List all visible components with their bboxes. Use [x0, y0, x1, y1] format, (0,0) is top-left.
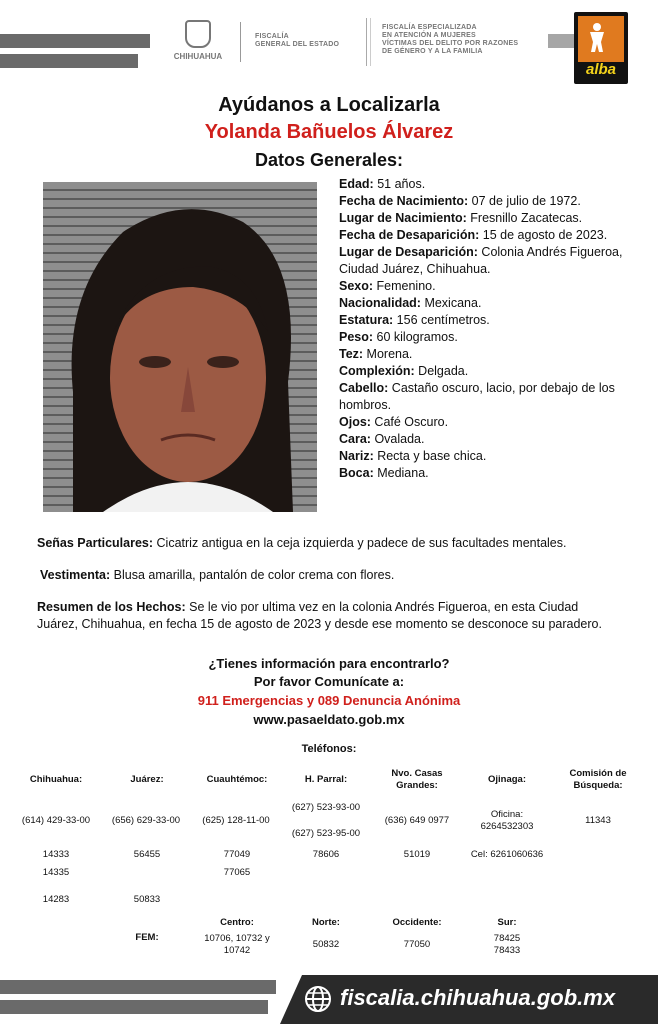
phone-value: 78606	[312, 849, 340, 860]
phone-header: H. Parral:	[304, 774, 348, 785]
field-row: Nacionalidad: Mexicana.	[339, 296, 482, 310]
field-row: Fecha de Nacimiento: 07 de julio de 1972.	[339, 194, 581, 208]
field-row: Nariz: Recta y base chica.	[339, 449, 487, 463]
phone-value: 56455	[133, 849, 161, 860]
phone-value: 78425	[493, 933, 521, 944]
phone-header: Sur:	[497, 917, 517, 928]
resumen-hechos: Resumen de los Hechos: Se le vio por ultima vez en la colonia Andrés Figueroa, en esta Ciudad Juárez, Chihuahua, en fecha 15 de agosto de 2023 y desde ese momento se desconoce su paradero.	[37, 600, 602, 631]
field-row: Peso: 60 kilogramos.	[339, 330, 458, 344]
phone-header: Comisión de Búsqueda:	[569, 768, 627, 791]
contact-question: ¿Tienes información para encontrarlo?	[208, 656, 450, 671]
field-row: Lugar de Nacimiento: Fresnillo Zacatecas.	[339, 211, 583, 225]
contact-please: Por favor Comunícate a:	[253, 674, 405, 689]
phone-header: Nvo. Casas Grandes:	[391, 768, 443, 791]
general-data-list	[339, 176, 629, 482]
field-row: Estatura: 156 centímetros.	[339, 313, 490, 327]
phone-value: Cel: 6261060636	[470, 849, 544, 860]
field-row: Boca: Mediana.	[339, 466, 429, 480]
field-row: Ojos: Café Oscuro.	[339, 415, 449, 429]
field-row: Complexión: Delgada.	[339, 364, 469, 378]
footer-url[interactable]: fiscalia.chihuahua.gob.mx	[340, 985, 616, 1010]
field-row: Sexo: Femenino.	[339, 279, 436, 293]
emergency-numbers: 911 Emergencias y 089 Denuncia Anónima	[197, 693, 461, 708]
phone-header: Centro:	[220, 917, 254, 928]
phone-value: 50833	[133, 894, 161, 905]
phone-value: Oficina: 6264532303	[480, 809, 534, 832]
phone-value: 10706, 10732 y 10742	[204, 933, 270, 956]
fem-label: FEM:	[135, 932, 159, 943]
fiscalia-text: FISCALÍA GENERAL DEL ESTADO	[255, 33, 340, 48]
field-row: Lugar de Desaparición: Colonia Andrés Figueroa, Ciudad Juárez, Chihuahua.	[339, 245, 623, 276]
field-row: Edad: 51 años.	[339, 177, 426, 191]
header-stripe-left-2	[0, 54, 138, 68]
phone-value: (614) 429-33-00	[21, 815, 91, 826]
phone-header: Cuauhtémoc:	[206, 774, 268, 785]
field-row: Cabello: Castaño oscuro, lacio, por debajo de los hombros.	[339, 381, 615, 412]
footer-stripe	[0, 980, 276, 994]
divider	[366, 18, 367, 66]
phone-value: (656) 629-33-00	[111, 815, 181, 826]
vestimenta: Vestimenta: Blusa amarilla, pantalón de color crema con flores.	[40, 568, 395, 582]
phone-header: Occidente:	[392, 917, 442, 928]
state-name: CHIHUAHUA	[173, 52, 223, 61]
divider	[370, 18, 371, 66]
phone-header: Juárez:	[130, 774, 164, 785]
shield-icon	[185, 20, 211, 48]
globe-icon	[304, 985, 332, 1013]
phones-title: Teléfonos:	[301, 743, 357, 755]
phone-value: (627) 523-93-00	[291, 802, 361, 813]
phone-value: 77065	[223, 867, 251, 878]
alba-logo: alba	[574, 12, 628, 84]
general-data-title: Datos Generales:	[254, 150, 404, 170]
divider	[240, 22, 241, 62]
person-icon	[588, 22, 606, 52]
phone-value: 51019	[403, 849, 431, 860]
field-row: Tez: Morena.	[339, 347, 413, 361]
phone-value: 14335	[42, 867, 70, 878]
footer-stripe	[0, 1000, 268, 1014]
header-stripe-right	[548, 34, 574, 48]
senas-particulares: Señas Particulares: Cicatriz antigua en la ceja izquierda y padece de sus facultades mentales.	[37, 536, 567, 550]
phone-value: 77050	[403, 939, 431, 950]
phone-header: Norte:	[312, 917, 340, 928]
phone-header: Chihuahua:	[29, 774, 83, 785]
field-row: Fecha de Desaparición: 15 de agosto de 2023.	[339, 228, 608, 242]
phone-value: 78433	[493, 945, 521, 956]
phone-value: 77049	[223, 849, 251, 860]
website-link[interactable]: www.pasaeldato.gob.mx	[253, 712, 405, 727]
phone-value: (636) 649 0977	[384, 815, 450, 826]
field-row: Cara: Ovalada.	[339, 432, 425, 446]
especializada-text: FISCALÍA ESPECIALIZADA EN ATENCIÓN A MUJERES VÍCTIMAS DEL DELITO POR RAZONES DE GÉNERO Y A LA FAMILIA	[382, 24, 519, 55]
state-logo	[168, 20, 228, 61]
phone-value: 14333	[42, 849, 70, 860]
person-name: Yolanda Bañuelos Álvarez	[204, 121, 454, 143]
header-stripe-left	[0, 34, 150, 48]
help-title: Ayúdanos a Localizarla	[218, 94, 440, 116]
phone-value: (627) 523-95-00	[291, 828, 361, 839]
phone-value: 14283	[42, 894, 70, 905]
phone-value: 11343	[585, 815, 611, 826]
phone-header: Ojinaga:	[487, 774, 526, 785]
phone-value: (625) 128-11-00	[202, 815, 270, 826]
phone-value: 50832	[312, 939, 340, 950]
person-photo	[43, 182, 317, 512]
